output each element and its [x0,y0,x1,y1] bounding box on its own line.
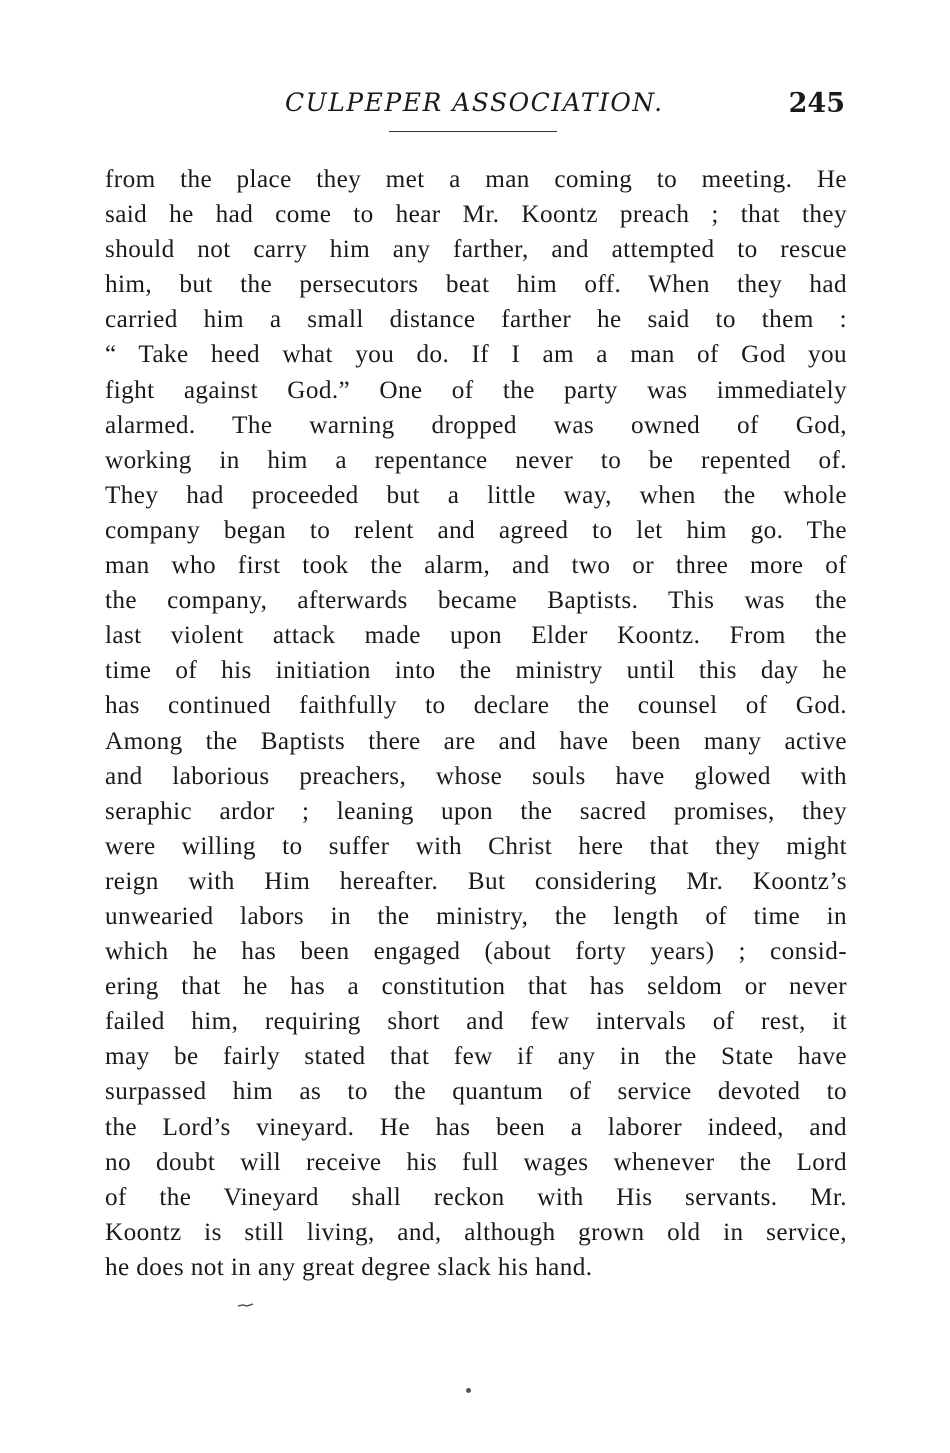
text-line: which he has been engaged (about forty years) ; consid- [105,938,847,966]
header-rule [389,131,557,132]
text-line: the company, afterwards became Baptists. This was the [105,587,847,615]
text-line: seraphic ardor ; leaning upon the sacred promises, they [105,797,847,825]
page-header [105,88,845,128]
text-line: no doubt will receive his full wages whenever the Lord [105,1148,847,1176]
text-line: reign with Him hereafter. But considering Mr. Koontz’s [105,867,847,895]
text-line: he does not in any great degree slack his hand. [105,1253,593,1281]
text-line: man who first took the alarm, and two or three more of [105,552,847,580]
text-line: has continued faithfully to declare the counsel of God. [105,692,847,720]
text-line: “ Take heed what you do. If I am a man of God you [105,341,847,369]
text-line: and laborious preachers, whose souls have glowed with [105,762,847,790]
text-line: company began to relent and agreed to let him go. The [105,516,847,544]
text-line: carried him a small distance farther he said to them : [105,306,847,334]
text-line: last violent attack made upon Elder Koontz. From the [105,622,847,650]
text-line: him, but the persecutors beat him off. When they had [105,271,847,299]
text-line: fight against God.” One of the party was immediately [105,376,847,404]
page-number: 245 [788,88,845,119]
text-line: surpassed him as to the quantum of service devoted to [105,1078,847,1106]
body-text [105,162,847,1285]
ink-speck [466,1388,471,1393]
text-line: ering that he has a constitution that has seldom or never [105,973,847,1001]
text-line: said he had come to hear Mr. Koontz preach ; that they [105,201,847,229]
text-line: should not carry him any farther, and attempted to rescue [105,236,847,264]
text-line: failed him, requiring short and few intervals of rest, it [105,1008,847,1036]
running-title: CULPEPER ASSOCIATION. [285,88,664,117]
text-line: of the Vineyard shall reckon with His servants. Mr. [105,1183,847,1211]
text-line: alarmed. The warning dropped was owned of God, [105,411,847,439]
text-line: working in him a repentance never to be repented of. [105,446,847,474]
text-line: the Lord’s vineyard. He has been a laborer indeed, and [105,1113,847,1141]
ink-speck [237,1303,255,1307]
text-line: time of his initiation into the ministry until this day he [105,657,847,685]
text-line: unwearied labors in the ministry, the length of time in [105,902,847,930]
text-line: from the place they met a man coming to meeting. He [105,166,847,193]
text-line: may be fairly stated that few if any in the State have [105,1043,847,1071]
text-line: were willing to suffer with Christ here that they might [105,832,847,860]
text-line: Koontz is still living, and, although grown old in service, [105,1218,847,1246]
text-line: They had proceeded but a little way, when the whole [105,481,847,509]
text-line: Among the Baptists there are and have been many active [105,727,847,755]
